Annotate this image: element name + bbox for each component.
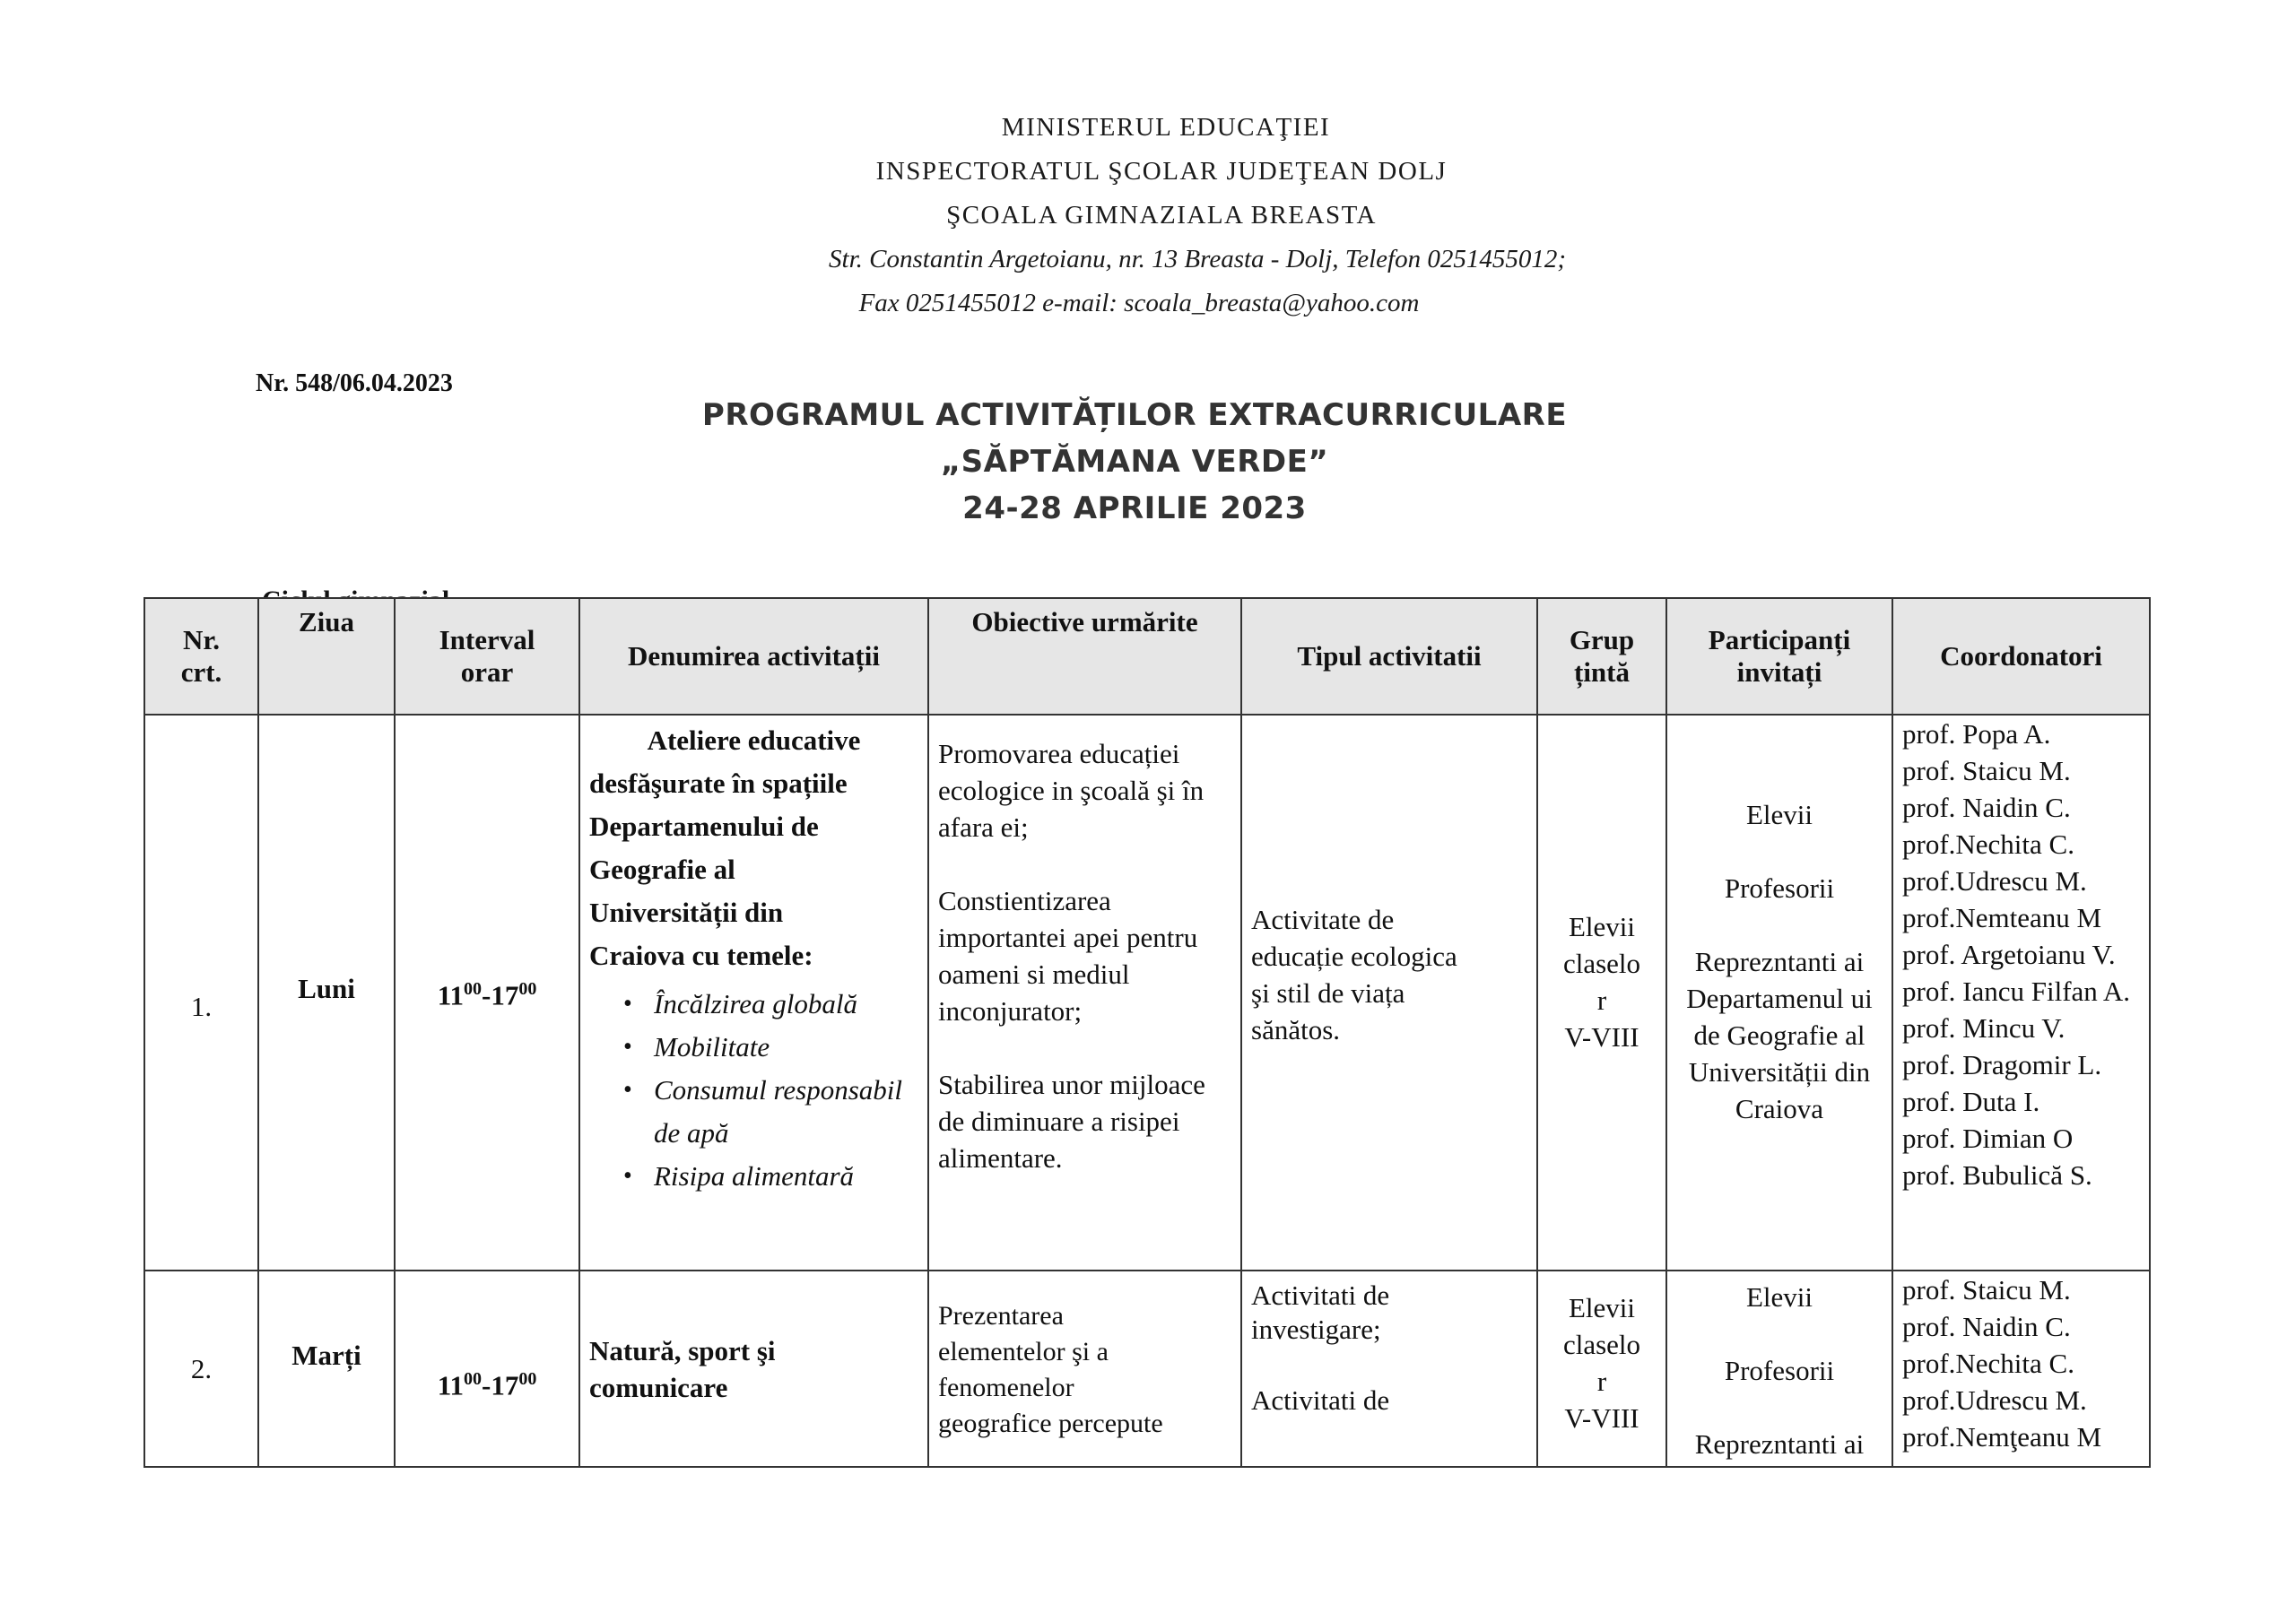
list-item: • Încălzirea globală bbox=[654, 983, 918, 1026]
table-header-row bbox=[144, 598, 2150, 715]
title-line-1: PROGRAMUL ACTIVITĂȚILOR EXTRACURRICULARE bbox=[701, 397, 1568, 433]
inspectorate-line: INSPECTORATUL ŞCOLAR JUDEŢEAN DOLJ bbox=[875, 157, 1448, 186]
letterhead bbox=[0, 106, 2296, 325]
school-line: ŞCOALA GIMNAZIALA BREASTA bbox=[946, 201, 1377, 230]
address-line: Str. Constantin Argetoianu, nr. 13 Breasta - Dolj, Telefon 0251455012; bbox=[829, 245, 1566, 273]
title-line-2: „SĂPTĂMANA VERDE” bbox=[940, 444, 1329, 480]
list-item: • Risipa alimentară bbox=[654, 1155, 918, 1198]
activities-table bbox=[144, 597, 2151, 1468]
topics-list bbox=[589, 983, 918, 1198]
header-denumirea: Denumirea activitații bbox=[579, 598, 928, 715]
row1-grup: Elevii claselo r V-VIII bbox=[1537, 715, 1666, 1271]
row2-coordonatori: prof. Staicu M. prof. Naidin C. prof.Nechita C. prof.Udrescu M. prof.Nemţeanu M bbox=[1892, 1271, 2150, 1467]
table-row bbox=[144, 1271, 2150, 1467]
header-coordonatori: Coordonatori bbox=[1892, 598, 2150, 715]
row1-denumire: Ateliere educative desfăşurate în spațiile Departamenului de Geografie al Universității din Craiova cu temele: • Încălzirea globală • Mobilitate • Consumul responsabil de apă • Risipa alimentară bbox=[579, 715, 928, 1271]
row2-ziua: Marți bbox=[258, 1271, 395, 1467]
list-item: • Consumul responsabil de apă bbox=[654, 1069, 918, 1155]
document-title bbox=[0, 392, 2296, 532]
header-ziua: Ziua bbox=[258, 598, 395, 715]
header-nr: Nr. crt. bbox=[144, 598, 258, 715]
row1-interval: $11^{00}-17^{00}$ bbox=[395, 715, 579, 1271]
row2-grup: Elevii claselo r V-VIII bbox=[1537, 1271, 1666, 1467]
row2-participanti: Elevii Profesorii Reprezntanti ai bbox=[1666, 1271, 1892, 1467]
contact-line: Fax 0251455012 e-mail: scoala_breasta@yahoo.com bbox=[858, 289, 1420, 317]
registration-number: Nr. 548/06.04.2023 bbox=[256, 369, 453, 397]
header-interval: Interval orar bbox=[395, 598, 579, 715]
row1-tipul: Activitate de educație ecologica şi stil de viața sănătos. bbox=[1241, 715, 1537, 1271]
row2-nr: 2. bbox=[144, 1271, 258, 1467]
row2-interval: $11^{00}-17^{00}$ bbox=[395, 1271, 579, 1467]
header-grup: Grup țintă bbox=[1537, 598, 1666, 715]
row1-ziua: Luni bbox=[258, 715, 395, 1271]
row2-tipul: Activitati de investigare; Activitati de bbox=[1241, 1271, 1537, 1467]
title-line-3: 24-28 APRILIE 2023 bbox=[962, 490, 1307, 526]
ministry-line: MINISTERUL EDUCAŢIEI bbox=[1001, 113, 1331, 142]
list-item: • Mobilitate bbox=[654, 1026, 918, 1069]
row1-nr: 1. bbox=[144, 715, 258, 1271]
header-tipul: Tipul activitatii bbox=[1241, 598, 1537, 715]
table-row bbox=[144, 715, 2150, 1271]
row2-obiective: Prezentarea elementelor şi a fenomenelor geografice percepute bbox=[928, 1271, 1241, 1467]
row1-coordonatori: prof. Popa A. prof. Staicu M. prof. Naidin C. prof.Nechita C. prof.Udrescu M. prof.Nemteanu M prof. Argetoianu V. prof. Iancu Filfan A. prof. Mincu V. prof. Dragomir L. prof. Duta I. prof. Dimian O prof. Bubulică S. bbox=[1892, 715, 2150, 1271]
row1-participanti: Elevii Profesorii Reprezntanti ai Departamenul ui de Geografie al Universității din Craiova bbox=[1666, 715, 1892, 1271]
row2-denumire: Natură, sport şi comunicare bbox=[579, 1271, 928, 1467]
header-obiective: Obiective urmărite bbox=[928, 598, 1241, 715]
header-participanti: Participanți invitați bbox=[1666, 598, 1892, 715]
row1-obiective: Promovarea educației ecologice in şcoală şi în afara ei; Constientizarea importantei apei pentru oameni si mediul inconjurator; Stabilirea unor mijloace de diminuare a risipei alimentare. bbox=[928, 715, 1241, 1271]
